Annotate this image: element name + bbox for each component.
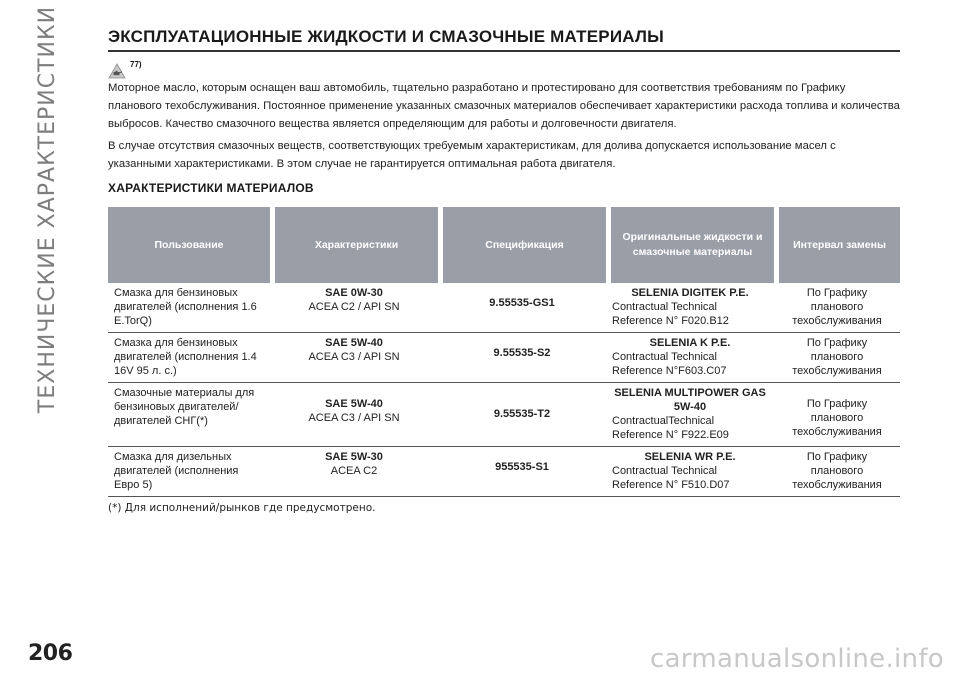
cell-original-fluid	[606, 333, 774, 383]
cell-use: Смазка для бензиновых двигателей (исполнения 1.4 16V 95 л. с.)	[108, 333, 270, 383]
spec-code: 9.55535-T2	[493, 408, 551, 420]
cell-specification	[438, 283, 606, 333]
fluid-ref-line1: Contractual Technical	[612, 465, 717, 477]
cell-characteristics	[270, 283, 438, 333]
fluid-ref-line1: ContractualTechnical	[612, 415, 715, 427]
warning-reference	[108, 55, 900, 79]
paragraph-oil-intro: Моторное масло, которым оснащен ваш автомобиль, тщательно разработано и протестировано для соответствия требованиям по Графику планового техобслуживания. Постоянное применение указанных смазочных материалов обеспечивает характеристики расхода топлива и количества выбросов. Качество смазочного вещества является определяющим для работы и долговечности двигателя.	[108, 82, 900, 130]
spec-code: 955535-S1	[495, 461, 549, 473]
header-interval: Интервал замены	[774, 207, 900, 283]
side-section-title-text: ТЕХНИЧЕСКИЕ ХАРАКТЕРИСТИКИ	[35, 5, 61, 413]
spec-code: 9.55535-S2	[493, 347, 551, 359]
fluid-ref-line1: Contractual Technical	[612, 351, 717, 363]
cell-original-fluid	[606, 283, 774, 333]
fluid-name: SELENIA DIGITEK P.E.	[631, 287, 749, 299]
header-use: Пользование	[108, 207, 270, 283]
fluid-name: SELENIA K P.E.	[649, 337, 731, 349]
materials-subheading: ХАРАКТЕРИСТИКИ МАТЕРИАЛОВ	[108, 181, 314, 195]
table-header-row	[108, 207, 900, 283]
cell-specification	[438, 333, 606, 383]
watermark-text: carmanualsonline.info	[649, 644, 944, 674]
fluid-name: SELENIA WR P.E.	[644, 451, 736, 463]
acea-class: ACEA C3 / API SN	[308, 412, 400, 424]
cell-characteristics	[270, 447, 438, 497]
lubricants-table	[108, 207, 900, 497]
table-row	[108, 333, 900, 383]
cell-original-fluid	[606, 383, 774, 447]
viscosity-grade: SAE 5W-40	[325, 398, 383, 410]
cell-interval: По Графику планового техобслуживания	[774, 447, 900, 497]
header-characteristics: Характеристики	[270, 207, 438, 283]
table-footnote: (*) Для исполнений/рынков где предусмотрено.	[108, 502, 376, 514]
cell-interval: По Графику планового техобслуживания	[774, 333, 900, 383]
cell-interval: По Графику планового техобслуживания	[774, 283, 900, 333]
cell-use: Смазочные материалы для бензиновых двигателей/двигателей СНГ(*)	[108, 383, 270, 447]
fluid-ref-line2: Reference N° F510.D07	[612, 479, 730, 491]
table-row	[108, 383, 900, 447]
cell-interval: По Графику планового техобслуживания	[774, 383, 900, 447]
cell-specification	[438, 447, 606, 497]
cell-original-fluid	[606, 447, 774, 497]
viscosity-grade: SAE 5W-40	[325, 337, 383, 349]
fluid-ref-line2: Reference N° F020.B12	[612, 315, 729, 327]
acea-class: ACEA C2	[330, 465, 378, 477]
fluid-ref-line2: Reference N° F922.E09	[612, 429, 729, 441]
table-row	[108, 283, 900, 333]
cell-specification	[438, 383, 606, 447]
cell-use: Смазка для дизельных двигателей (исполнения Евро 5)	[108, 447, 270, 497]
page-number: 206	[28, 641, 73, 666]
header-specification: Спецификация	[438, 207, 606, 283]
table-row	[108, 447, 900, 497]
viscosity-grade: SAE 0W-30	[325, 287, 383, 299]
cell-characteristics	[270, 383, 438, 447]
cell-use: Смазка для бензиновых двигателей (исполнения 1.6 E.TorQ)	[108, 283, 270, 333]
warning-ref-number: 77)	[130, 60, 142, 69]
paragraph-oil-substitute: В случае отсутствия смазочных веществ, соответствующих требуемым характеристикам, для долива допускается использование масел с указанными характеристиками. В этом случае не гарантируется оптимальная работа двигателя.	[108, 140, 836, 170]
fluid-ref-line1: Contractual Technical	[612, 301, 717, 313]
acea-class: ACEA C3 / API SN	[308, 351, 400, 363]
fluid-ref-line2: Reference N°F603.C07	[612, 365, 727, 377]
oil-can-warning-icon	[108, 63, 126, 79]
page-content	[108, 27, 900, 514]
viscosity-grade: SAE 5W-30	[325, 451, 383, 463]
acea-class: ACEA C2 / API SN	[308, 301, 400, 313]
spec-code: 9.55535-GS1	[489, 297, 555, 309]
fluid-name: SELENIA MULTIPOWER GAS 5W-40	[614, 387, 766, 413]
side-section-title	[18, 5, 78, 413]
cell-characteristics	[270, 333, 438, 383]
header-original-fluids: Оригинальные жидкости и смазочные материалы	[606, 207, 774, 283]
section-title: ЭКСПЛУАТАЦИОННЫЕ ЖИДКОСТИ И СМАЗОЧНЫЕ МАТЕРИАЛЫ	[108, 27, 900, 52]
